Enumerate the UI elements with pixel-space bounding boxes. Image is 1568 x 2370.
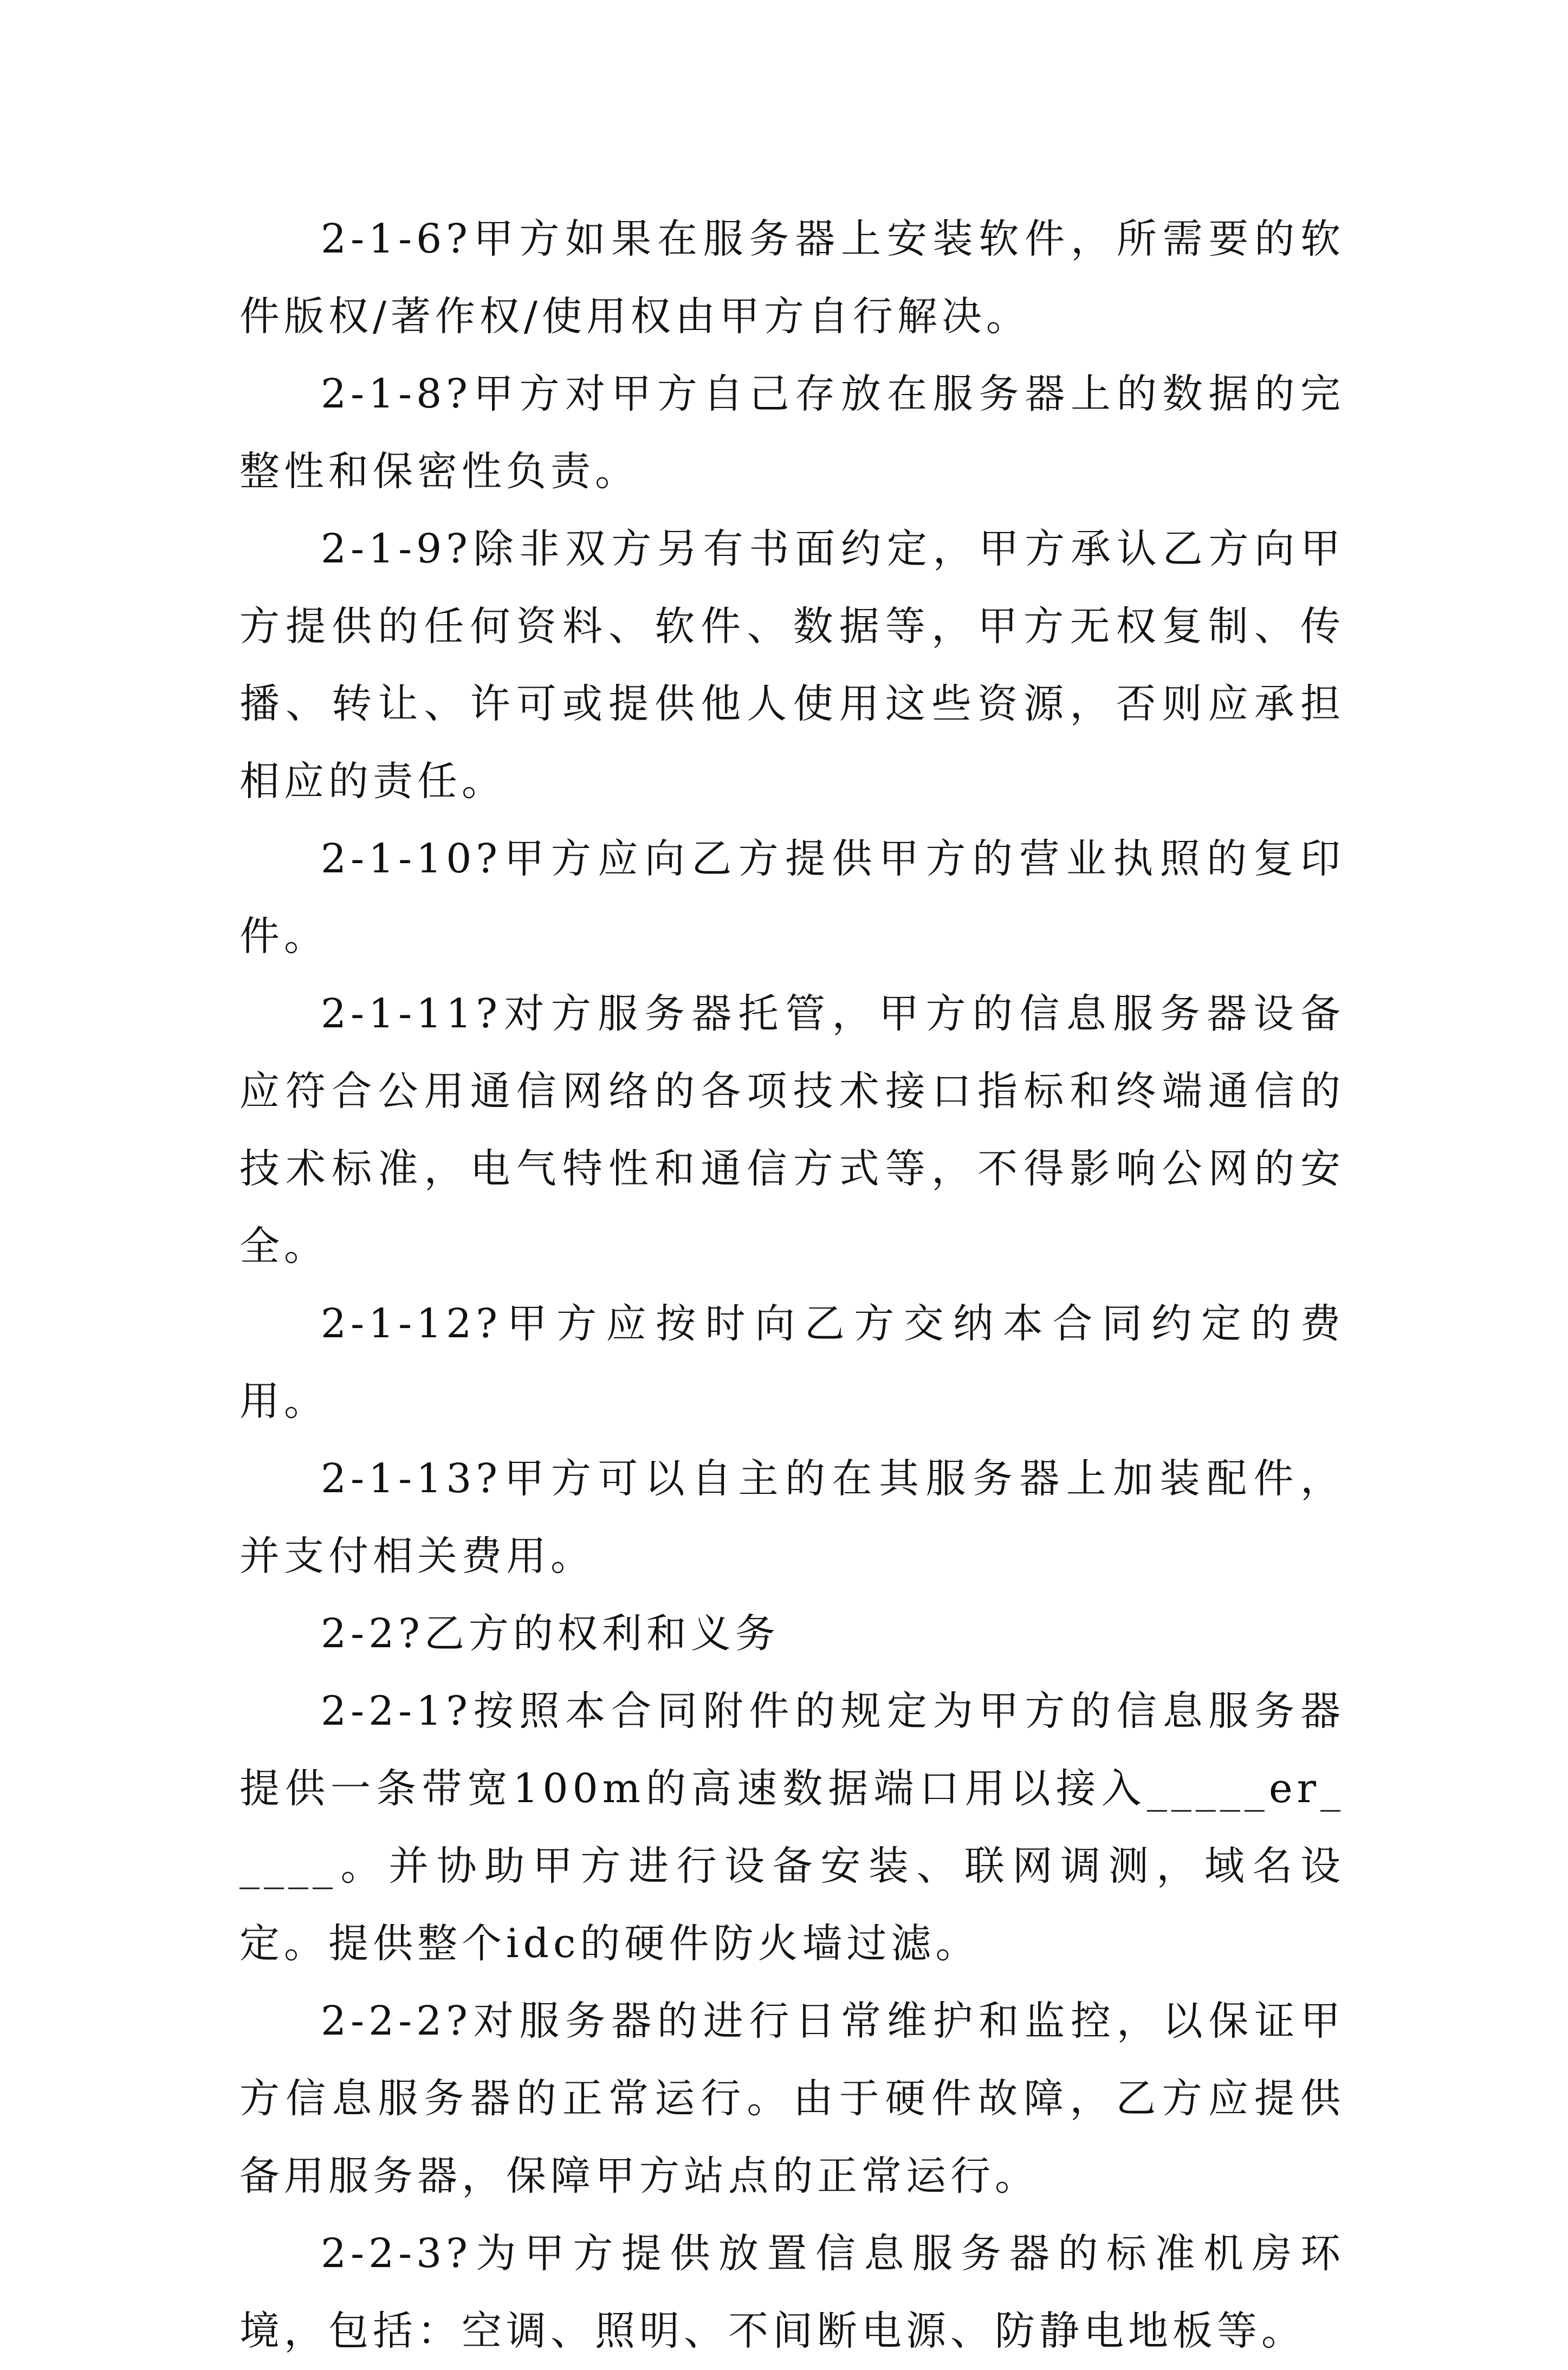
clause-2-1-8: 2-1-8?甲方对甲方自己存放在服务器上的数据的完整性和保密性负责。 — [239, 371, 1345, 495]
clause-2-1-9: 2-1-9?除非双方另有书面约定，甲方承认乙方向甲方提供的任何资料、软件、数据等，甲方无权复制、传播、转让、许可或提供他人使用这些资源，否则应承担相应的责任。 — [239, 526, 1345, 805]
clause-2-1-6: 2-1-6?甲方如果在服务器上安装软件，所需要的软件版权/著作权/使用权由甲方自行解决。 — [239, 216, 1345, 340]
section-heading-2-2: 2-2?乙方的权利和义务 — [321, 1610, 780, 1657]
clause-2-1-11: 2-1-11?对方服务器托管，甲方的信息服务器设备应符合公用通信网络的各项技术接口指标和终端通信的技术标准，电气特性和通信方式等，不得影响公网的安全。 — [239, 990, 1345, 1270]
clause-2-1-12: 2-1-12?甲方应按时向乙方交纳本合同约定的费用。 — [239, 1300, 1345, 1424]
document-body — [239, 200, 1345, 2370]
clause-2-1-10: 2-1-10?甲方应向乙方提供甲方的营业执照的复印件。 — [239, 836, 1345, 960]
clause-2-1-13: 2-1-13?甲方可以自主的在其服务器上加装配件，并支付相关费用。 — [239, 1455, 1345, 1579]
clause-2-2-3: 2-2-3?为甲方提供放置信息服务器的标准机房环境，包括：空调、照明、不间断电源、防静电地板等。 — [239, 2230, 1345, 2354]
clause-2-2-1: 2-2-1?按照本合同附件的规定为甲方的信息服务器提供一条带宽100m的高速数据端口用以接入_____er_____。并协助甲方进行设备安装、联网调测，域名设定。提供整个idc的硬件防火墙过滤。 — [239, 1688, 1345, 1967]
clause-2-2-2: 2-2-2?对服务器的进行日常维护和监控，以保证甲方信息服务器的正常运行。由于硬件故障，乙方应提供备用服务器，保障甲方站点的正常运行。 — [239, 1998, 1345, 2199]
